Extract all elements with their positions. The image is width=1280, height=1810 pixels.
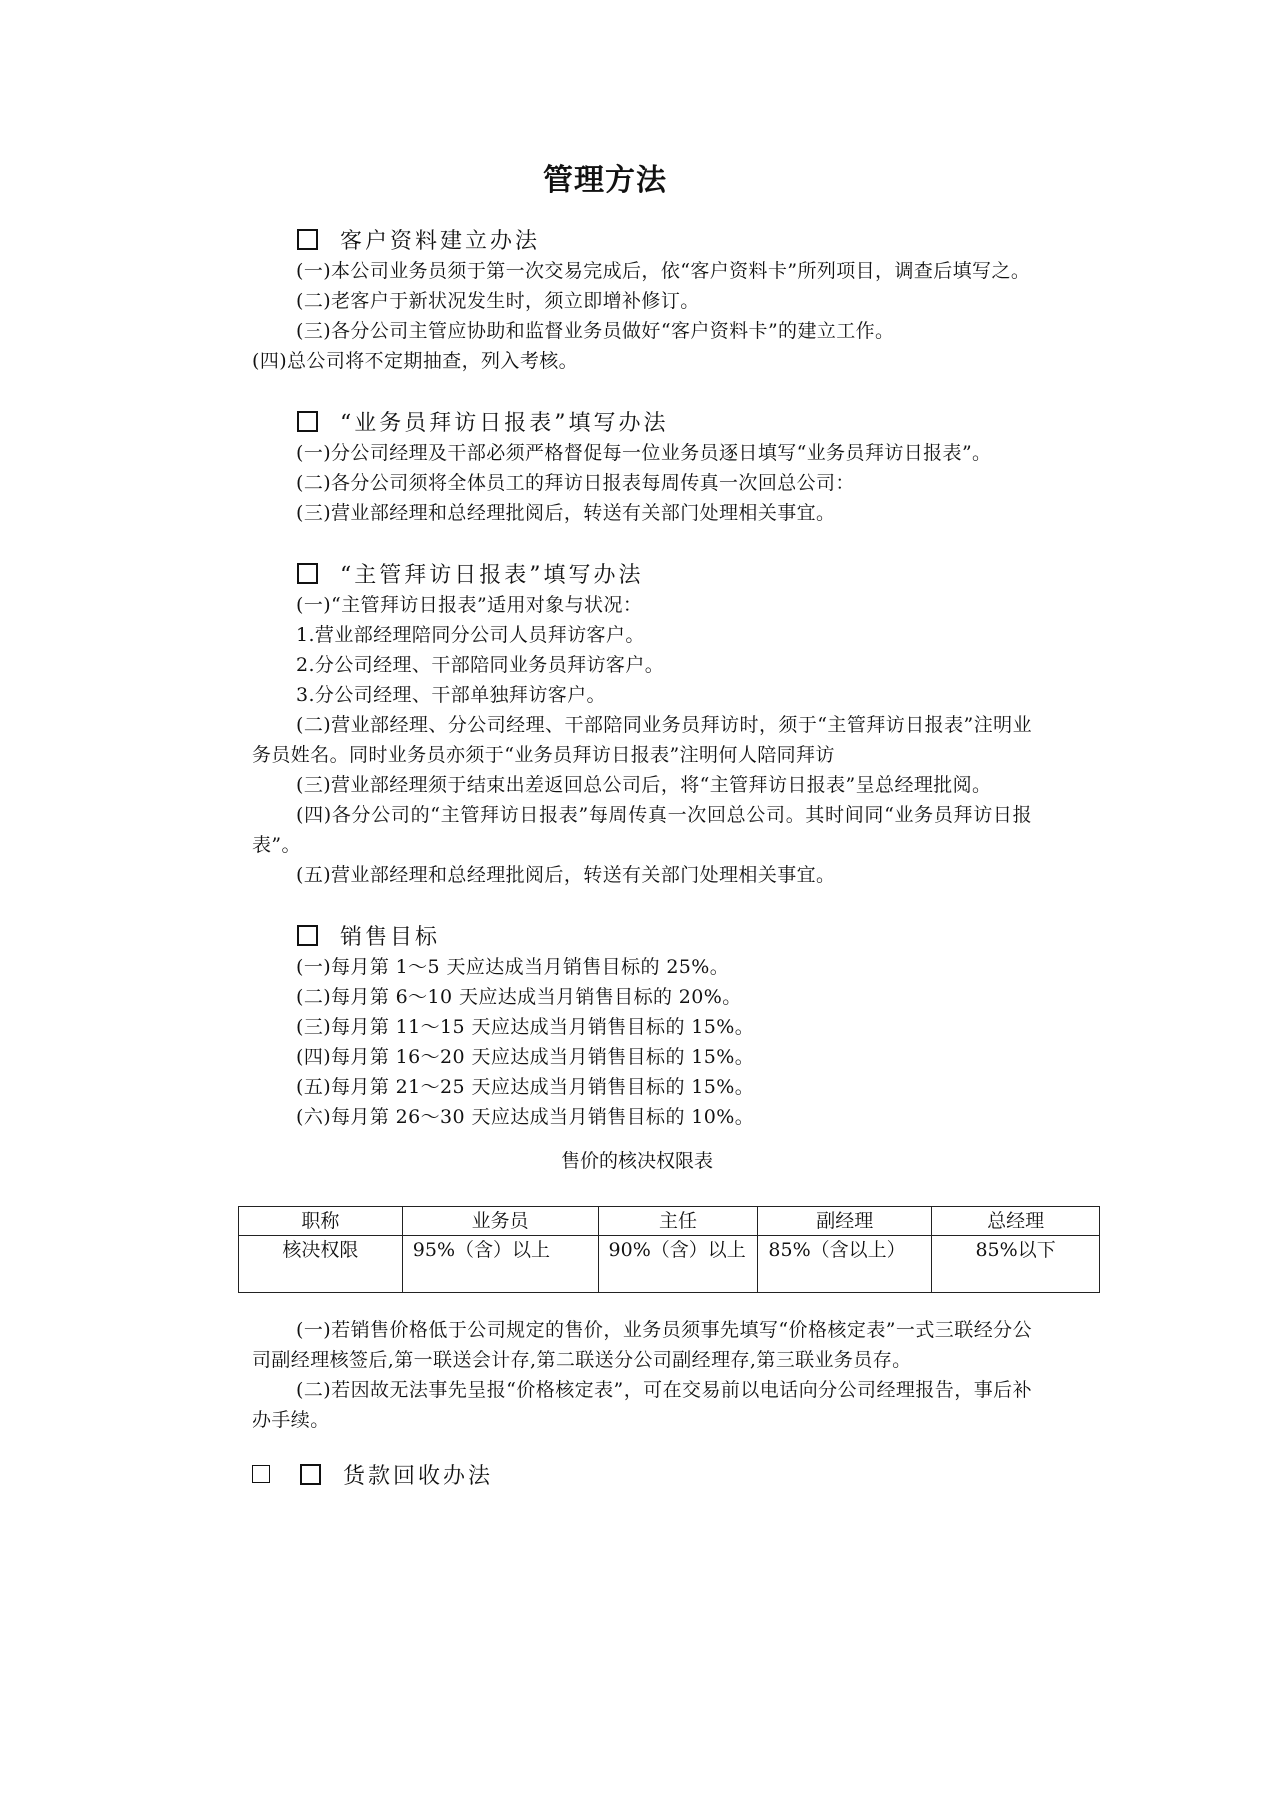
- paragraph: (二)若因故无法事先呈报“价格核定表”，可在交易前以电话向分公司经理报告，事后补办手续。: [252, 1379, 1032, 1431]
- checkbox-icon: [300, 1464, 321, 1485]
- section-heading-text: “业务员拜访日报表”填写办法: [340, 410, 669, 436]
- paragraph: (一)本公司业务员须于第一次交易完成后，依“客户资料卡”所列项目，调查后填写之。: [296, 260, 1031, 282]
- document-body: [252, 222, 1056, 1491]
- section-heading: [297, 556, 1032, 590]
- paragraph: (四)每月第 16～20 天应达成当月销售目标的 15%。: [296, 1046, 755, 1068]
- table-header-cell: 业务员: [402, 1207, 598, 1236]
- paragraph: (三)营业部经理须于结束出差返回总公司后，将“主管拜访日报表”呈总经理批阅。: [296, 774, 992, 796]
- paragraph: (二)每月第 6～10 天应达成当月销售目标的 20%。: [296, 986, 742, 1008]
- checkbox-icon: [252, 1465, 270, 1483]
- section-salesperson-report: [252, 404, 1032, 528]
- paragraph: (五)营业部经理和总经理批阅后，转送有关部门处理相关事宜。: [296, 864, 836, 886]
- table-cell: 90%（含）以上: [598, 1236, 758, 1293]
- table-cell: 95%（含）以上: [402, 1236, 598, 1293]
- paragraph: 2.分公司经理、干部陪同业务员拜访客户。: [296, 654, 665, 676]
- paragraph: (一)若销售价格低于公司规定的售价，业务员须事先填写“价格核定表”一式三联经分公司副经理核签后,第一联送会计存,第二联送分公司副经理存,第三联业务员存。: [252, 1319, 1032, 1371]
- table-caption: 售价的核决权限表: [560, 1150, 713, 1172]
- section-heading-text: 销售目标: [340, 924, 441, 950]
- paragraph: (三)每月第 11～15 天应达成当月销售目标的 15%。: [296, 1016, 755, 1038]
- section-heading: [297, 918, 1032, 952]
- checkbox-icon: [297, 925, 318, 946]
- section-heading: [297, 404, 1032, 438]
- section-heading-text: 货款回收办法: [343, 1463, 494, 1489]
- paragraph: (二)老客户于新状况发生时，须立即增补修订。: [296, 290, 700, 312]
- section-heading-text: “主管拜访日报表”填写办法: [340, 562, 644, 588]
- checkbox-icon: [297, 563, 318, 584]
- paragraph: 3.分公司经理、干部单独拜访客户。: [296, 684, 606, 706]
- table-header-row: [239, 1207, 1100, 1236]
- table-header-cell: 主任: [598, 1207, 758, 1236]
- paragraph: 1.营业部经理陪同分公司人员拜访客户。: [296, 624, 645, 646]
- table-cell: 核决权限: [239, 1236, 403, 1293]
- section-heading-payment-collection: [252, 1457, 1032, 1491]
- table-row: [239, 1236, 1100, 1293]
- paragraph: (六)每月第 26～30 天应达成当月销售目标的 10%。: [296, 1106, 755, 1128]
- paragraph: (四)各分公司的“主管拜访日报表”每周传真一次回总公司。其时间同“业务员拜访日报表”。: [252, 804, 1032, 856]
- table-cell: 85%（含以上）: [758, 1236, 932, 1293]
- section-heading: [297, 222, 1032, 256]
- paragraph: (一)分公司经理及干部必须严格督促每一位业务员逐日填写“业务员拜访日报表”。: [296, 442, 992, 464]
- table-cell: 85%以下: [932, 1236, 1100, 1293]
- paragraph: (一)“主管拜访日报表”适用对象与状况：: [296, 594, 643, 616]
- pricing-authority-table: [238, 1206, 1100, 1293]
- paragraph: (一)每月第 1～5 天应达成当月销售目标的 25%。: [296, 956, 730, 978]
- paragraph: (二)各分公司须将全体员工的拜访日报表每周传真一次回总公司：: [296, 472, 855, 494]
- paragraph: (五)每月第 21～25 天应达成当月销售目标的 15%。: [296, 1076, 755, 1098]
- section-price-approval-notes: [252, 1315, 1032, 1435]
- paragraph: (二)营业部经理、分公司经理、干部陪同业务员拜访时，须于“主管拜访日报表”注明业务员姓名。同时业务员亦须于“业务员拜访日报表”注明何人陪同拜访: [252, 714, 1032, 766]
- table-header-cell: 总经理: [932, 1207, 1100, 1236]
- paragraph: (三)营业部经理和总经理批阅后，转送有关部门处理相关事宜。: [296, 502, 836, 524]
- table-header-cell: 职称: [239, 1207, 403, 1236]
- section-customer-records: [252, 222, 1032, 376]
- section-heading-text: 客户资料建立办法: [340, 228, 541, 254]
- paragraph: (四)总公司将不定期抽查，列入考核。: [252, 350, 579, 372]
- table-header-cell: 副经理: [758, 1207, 932, 1236]
- checkbox-icon: [297, 229, 318, 250]
- section-supervisor-report: [252, 556, 1032, 890]
- section-sales-targets: [252, 918, 1032, 1132]
- checkbox-icon: [297, 411, 318, 432]
- paragraph: (三)各分公司主管应协助和监督业务员做好“客户资料卡”的建立工作。: [296, 320, 895, 342]
- page-title: 管理方法: [543, 163, 667, 198]
